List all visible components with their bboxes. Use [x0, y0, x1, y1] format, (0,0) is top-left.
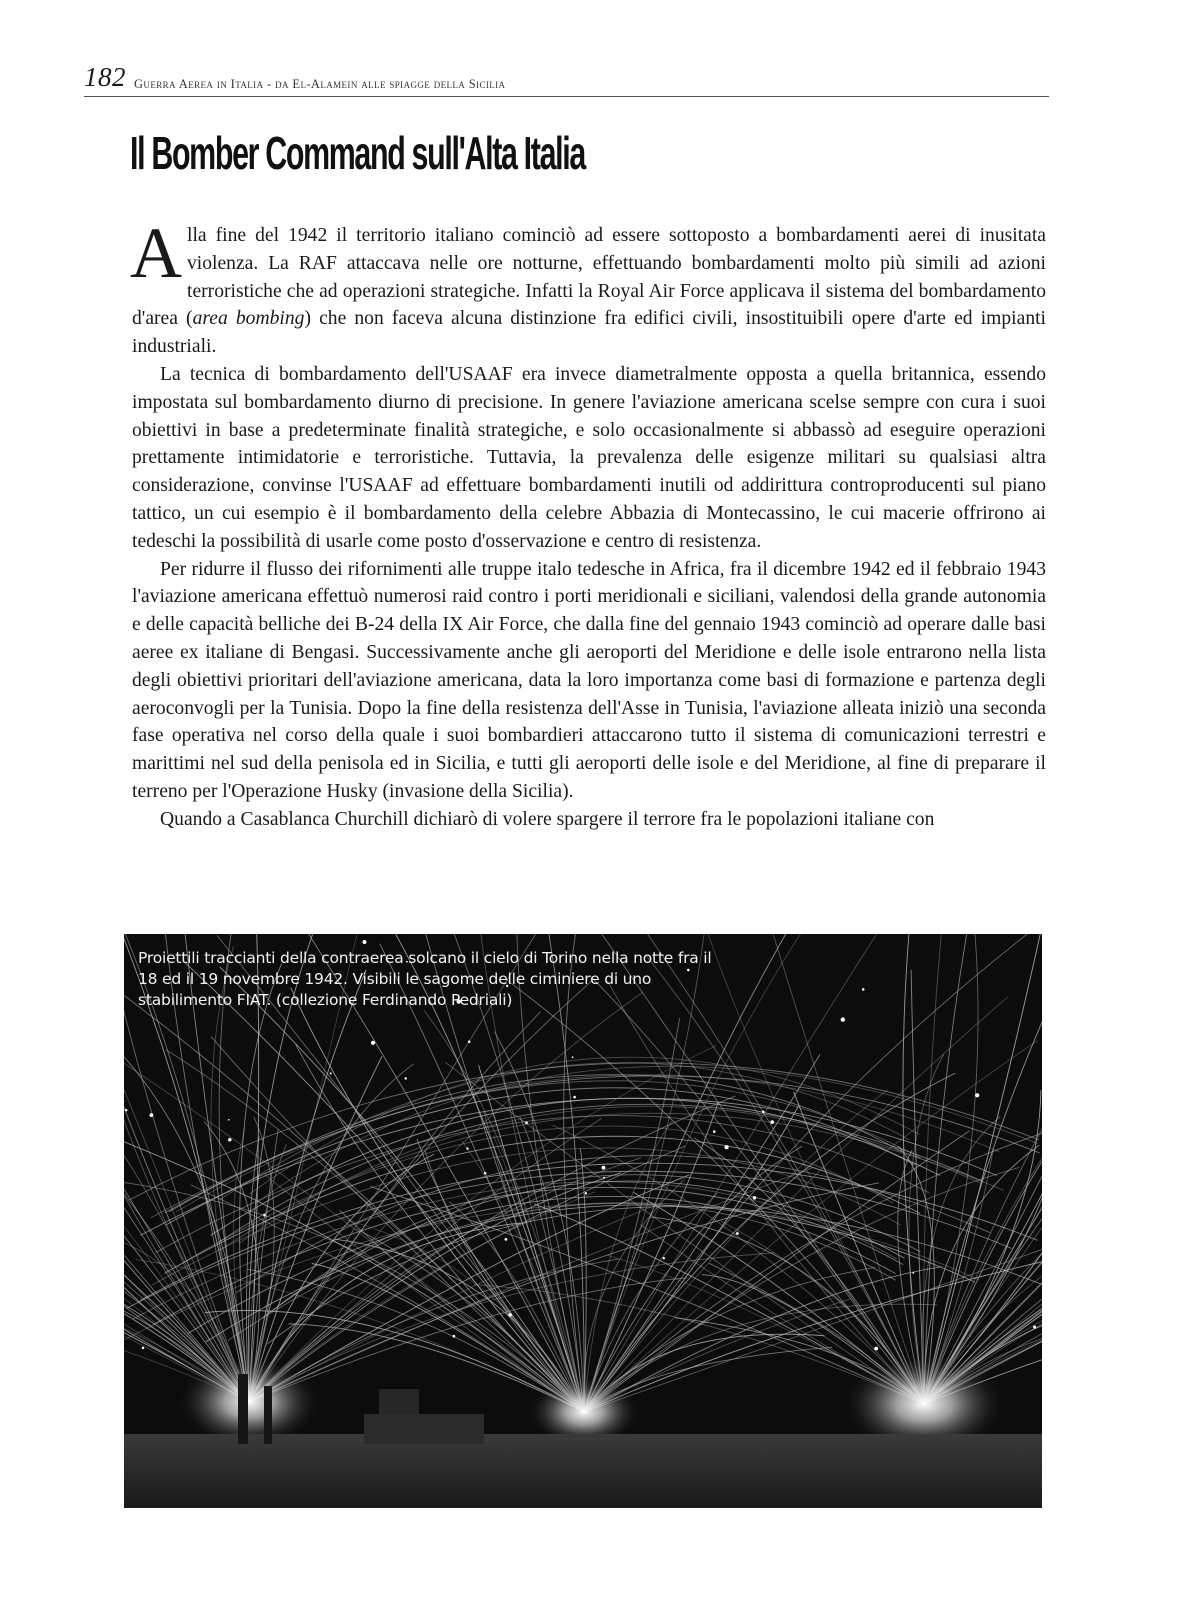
running-header	[84, 62, 1049, 97]
star-dot	[363, 940, 367, 944]
drop-cap: A	[130, 213, 182, 293]
paragraph-1-text: lla fine del 1942 il territorio italiano cominciò ad essere sottoposto a bombardamenti aerei di inusitata violenza. La RAF attaccava nelle ore notturne, effettuando bombardamenti molto più simili ad azioni terroristiche che ad operazioni strategiche. Infatti la Royal Air Force applicava il sistema del bombardamento d'area (	[132, 225, 1046, 330]
star-dot	[573, 1096, 576, 1099]
star-dot	[125, 1109, 127, 1111]
star-dot	[736, 1232, 739, 1235]
star-dot	[975, 1093, 979, 1097]
star-dot	[508, 1313, 512, 1317]
star-dot	[505, 1238, 508, 1241]
paragraph-1-text-end: ) che non faceva alcuna distinzione fra edifici civili, insostituibili opere d'arte ed impianti industriali.	[132, 308, 1047, 358]
tracer-streak	[220, 967, 584, 1412]
running-title: Guerra Aerea in Italia - da El-Alamein alle spiagge della Sicilia	[134, 77, 506, 91]
star-dot	[713, 1130, 716, 1133]
star-dot	[770, 1120, 774, 1124]
chapter-title: Il Bomber Command sull'Alta Italia	[130, 127, 585, 179]
star-dot	[912, 1272, 914, 1274]
star-dot	[453, 1335, 456, 1338]
tracer-fire-photo	[124, 934, 1042, 1508]
chimney-1	[238, 1374, 248, 1444]
star-dot	[525, 1121, 528, 1124]
star-dot	[841, 1017, 845, 1021]
star-dot	[466, 1147, 468, 1149]
ground-band	[124, 1434, 1042, 1508]
star-dot	[725, 1145, 729, 1149]
tracer-streak	[249, 1205, 656, 1402]
paragraph-3: Per ridurre il flusso dei rifornimenti alle truppe italo tedesche in Africa, fra il dicembre 1942 ed il febbraio 1943 l'aviazione americana effettuò numerosi raid contro i porti meridionali e siciliani, valendosi della grande autonomia e delle capacità belliche dei B-24 della IX Air Force, che dalla fine del gennaio 1943 cominciò ad operare dalle basi aeree ex italiane di Bengasi. Successivamente anche gli aeroporti del Meridione e delle isole entrarono nella lista degli obiettivi prioritari dell'aviazione americana, data la loro importanza come basi di formazione e partenza degli aeroconvogli per la Tunisia. Dopo la fine della resistenza dell'Asse in Tunisia, l'aviazione alleata iniziò una seconda fase operativa nel corso della quale i suoi bombardieri attaccarono tutto il sistema di comunicazioni terrestri e marittimi nel sud della penisola ed in Sicilia, e tutti gli aeroporti delle isole e del Meridione, al fine di preparare il terreno per l'Operazione Husky (invasione della Sicilia).	[132, 558, 1046, 802]
page-number: 182	[84, 62, 126, 92]
star-dot	[603, 1177, 605, 1179]
star-dot	[663, 1257, 665, 1259]
star-dot	[468, 1040, 471, 1043]
body-text	[130, 213, 1047, 834]
tracer-streak	[584, 1146, 802, 1412]
tracer-streak	[124, 1117, 584, 1412]
tracer-streak	[646, 955, 925, 1405]
paragraph-4: Quando a Casablanca Churchill dichiarò di volere spargere il terrore fra le popolazioni italiane con	[160, 808, 935, 830]
photo-caption: Proiettili traccianti della contraerea solcano il cielo di Torino nella notte fra il 18 ed il 19 novembre 1942. Visibili le sagome delle ciminiere di uno stabilimento FIAT. (collezione Ferdinando Pedriali)	[138, 949, 712, 1009]
star-dot	[602, 1166, 606, 1170]
star-dot	[585, 1192, 587, 1194]
star-dot	[228, 1138, 231, 1141]
star-dot	[572, 1056, 574, 1058]
paragraph-2: La tecnica di bombardamento dell'USAAF era invece diametralmente opposta a quella britannica, essendo impostata sul bombardamento diurno di precisione. In genere l'aviazione americana scelse sempre con cura i suoi obiettivi in base a predeterminate finalità strategiche, e solo occasionalmente si abbassò ad eseguire operazioni prettamente intimidatorie e terroristiche. Tuttavia, la prevalenza delle esigenze militari su qualsiasi altra considerazione, convinse l'USAAF ad effettuare bombardamenti inutili od addirittura controproducenti sul piano tattico, un cui esempio è il bombardamento della celebre Abbazia di Montecassino, le cui macerie offrirono ai tedeschi la possibilità di usarle come posto d'osservazione e centro di resistenza.	[132, 363, 1046, 552]
arc-streak	[210, 1098, 940, 1235]
arc-streak	[220, 1104, 983, 1241]
star-dot	[874, 1347, 878, 1351]
star-dot	[484, 1172, 487, 1175]
star-dot	[263, 1214, 266, 1217]
tracer-streak	[924, 934, 966, 1404]
star-dot	[862, 988, 865, 991]
photo-illustration	[124, 934, 1042, 1508]
star-dot	[1033, 1325, 1036, 1328]
star-dot	[228, 1119, 230, 1121]
italic-term: area bombing	[192, 308, 305, 330]
star-dot	[762, 1111, 765, 1114]
star-dot	[330, 1072, 332, 1074]
star-dot	[142, 1347, 145, 1350]
star-dot	[371, 1041, 375, 1045]
factory-roof	[364, 1414, 484, 1444]
searchlight-glow-left	[179, 1357, 319, 1447]
tracer-streak	[249, 1064, 414, 1402]
chimney-2	[264, 1386, 272, 1444]
paragraph-1	[130, 213, 1047, 361]
star-dot	[404, 1077, 406, 1079]
star-dot	[753, 1196, 756, 1199]
arc-streak	[165, 1076, 1040, 1213]
star-dot	[150, 1113, 154, 1117]
